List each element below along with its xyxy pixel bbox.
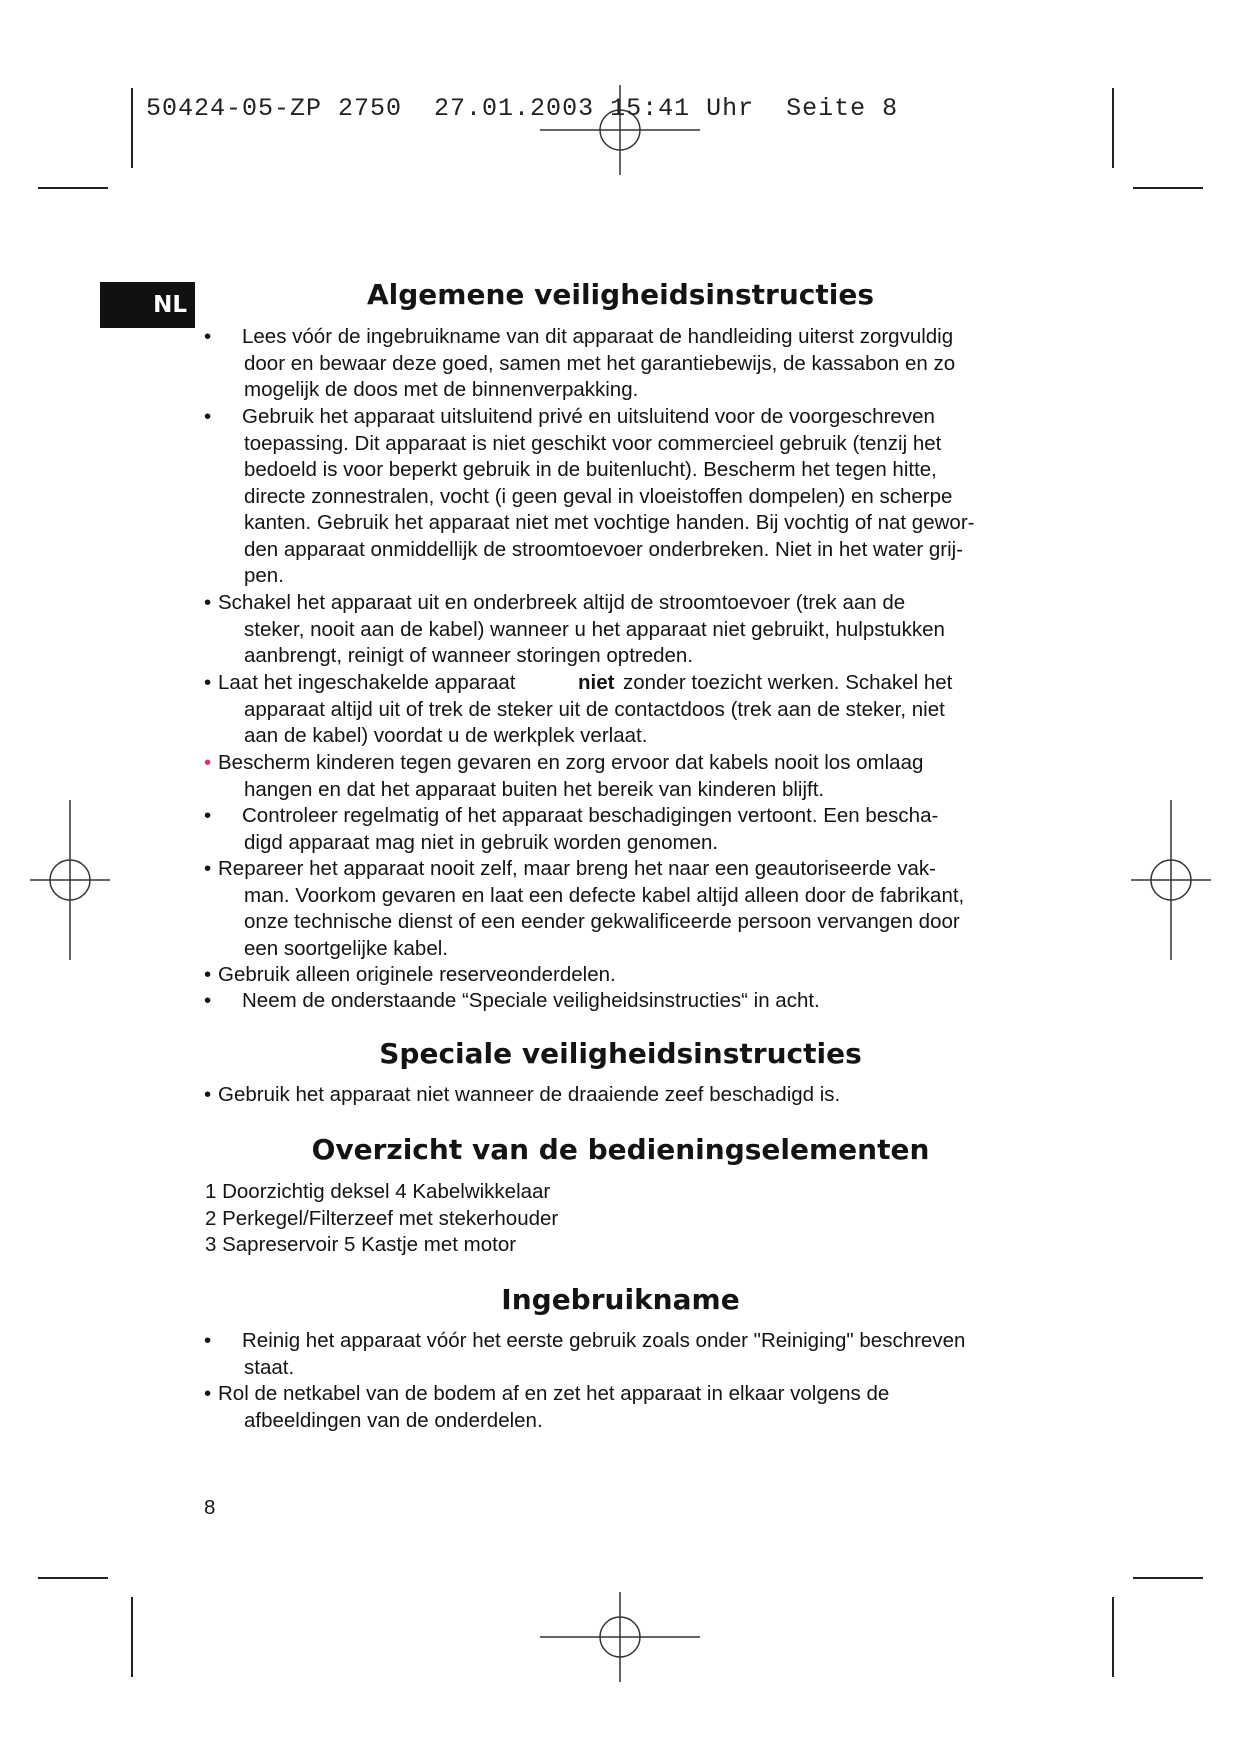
item-line: kanten. Gebruik het apparaat niet met vochtige handen. Bij vochtig of nat gewor- <box>244 511 975 534</box>
crop-mark <box>1133 187 1203 189</box>
item-line: steker, nooit aan de kabel) wanneer u het apparaat niet gebruikt, hulpstukken <box>244 617 945 641</box>
crop-mark <box>131 1597 133 1677</box>
registration-mark-icon <box>1131 800 1211 960</box>
item-line: Reinig het apparaat vóór het eerste gebruik zoals onder "Reiniging" beschreven <box>242 1329 966 1352</box>
bullet: • <box>204 325 212 348</box>
emphasis-not: niet <box>578 671 615 694</box>
item-line: Gebruik alleen originele reserveonderdelen. <box>218 963 616 986</box>
item-line: digd apparaat mag niet in gebruik worden genomen. <box>244 830 719 854</box>
section-title-special-safety: Speciale veiligheidsinstructies <box>379 1037 862 1070</box>
bullet: • <box>204 1083 212 1106</box>
crop-mark <box>1112 88 1114 168</box>
item-line: staat. <box>244 1355 295 1379</box>
item-line: Gebruik het apparaat niet wanneer de draaiende zeef beschadigd is. <box>218 1083 841 1106</box>
bullet: • <box>204 989 212 1012</box>
item-line: bedoeld is voor beperkt gebruik in de buitenlucht). Bescherm het tegen hitte, <box>244 458 937 481</box>
crop-mark <box>38 187 108 189</box>
item-line: Bescherm kinderen tegen gevaren en zorg ervoor dat kabels nooit los omlaag <box>218 751 924 774</box>
registration-mark-icon <box>30 800 110 960</box>
controls-line: 2 Perkegel/Filterzeef met stekerhouder <box>205 1206 559 1230</box>
item-line: door en bewaar deze goed, samen met het garantiebewijs, de kassabon en zo <box>244 351 956 375</box>
item-line: onze technische dienst of een eender gekwalificeerde persoon vervangen door <box>244 910 960 933</box>
item-line: toepassing. Dit apparaat is niet geschikt voor commercieel gebruik (tenzij het <box>244 431 942 455</box>
item-line: Controleer regelmatig of het apparaat beschadigingen vertoont. Een bescha- <box>242 804 939 827</box>
print-slug: 50424-05-ZP 2750 27.01.2003 15:41 Uhr Seite 8 <box>146 94 899 123</box>
bullet: • <box>204 671 212 694</box>
crop-mark <box>38 1577 108 1579</box>
item-line: pen. <box>244 564 284 587</box>
item-line: aan de kabel) voordat u de werkplek verlaat. <box>244 724 648 747</box>
item-line: zonder toezicht werken. Schakel het <box>623 671 953 694</box>
item-line: afbeeldingen van de onderdelen. <box>244 1408 543 1432</box>
item-line: directe zonnestralen, vocht (i geen geval in vloeistoffen dompelen) en scherpe <box>244 484 953 508</box>
bullet: • <box>204 1382 212 1405</box>
item-line: aanbrengt, reinigt of wanneer storingen optreden. <box>244 644 694 667</box>
item-line: den apparaat onmiddellijk de stroomtoevoer onderbreken. Niet in het water grij- <box>244 537 964 561</box>
bullet: • <box>204 804 212 827</box>
bullet: • <box>204 1329 212 1352</box>
item-line: apparaat altijd uit of trek de steker uit de contactdoos (trek aan de steker, niet <box>244 697 945 721</box>
item-line: Gebruik het apparaat uitsluitend privé en uitsluitend voor de voorgeschreven <box>242 405 935 428</box>
bullet-accent: • <box>204 751 212 774</box>
bullet: • <box>204 405 212 428</box>
section-title-controls-overview: Overzicht van de bedieningselementen <box>311 1133 930 1166</box>
item-line: Neem de onderstaande “Speciale veiligheidsinstructies“ in acht. <box>242 989 820 1012</box>
language-tab: NL <box>100 282 195 328</box>
item-line: een soortgelijke kabel. <box>244 936 448 960</box>
bullet: • <box>204 591 212 614</box>
registration-mark-icon <box>540 1592 700 1682</box>
page-number: 8 <box>204 1496 216 1519</box>
section-title-first-use: Ingebruikname <box>501 1283 740 1316</box>
item-line: Laat het ingeschakelde apparaat <box>218 671 516 694</box>
section-title-general-safety: Algemene veiligheidsinstructies <box>366 278 874 311</box>
item-line: Schakel het apparaat uit en onderbreek altijd de stroomtoevoer (trek aan de <box>218 591 906 614</box>
bullet: • <box>204 963 212 986</box>
item-line: Lees vóór de ingebruikname van dit apparaat de handleiding uiterst zorgvuldig <box>242 325 954 348</box>
controls-line: 3 Sapreservoir 5 Kastje met motor <box>205 1233 517 1256</box>
bullet: • <box>204 857 212 880</box>
item-line: Repareer het apparaat nooit zelf, maar breng het naar een geautoriseerde vak- <box>218 857 936 880</box>
item-line: hangen en dat het apparaat buiten het bereik van kinderen blijft. <box>244 777 825 801</box>
crop-mark <box>1112 1597 1114 1677</box>
item-line: mogelijk de doos met de binnenverpakking. <box>244 378 639 401</box>
item-line: Rol de netkabel van de bodem af en zet het apparaat in elkaar volgens de <box>218 1382 890 1405</box>
controls-line: 1 Doorzichtig deksel 4 Kabelwikkelaar <box>205 1180 551 1203</box>
crop-mark <box>1133 1577 1203 1579</box>
item-line: man. Voorkom gevaren en laat een defecte kabel altijd alleen door de fabrikant, <box>244 883 965 907</box>
crop-mark <box>131 88 133 168</box>
